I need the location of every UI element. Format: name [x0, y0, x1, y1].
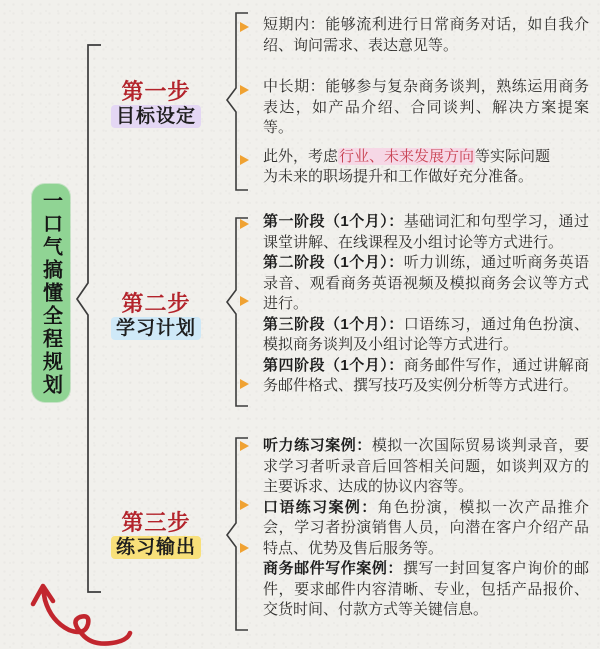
step2-label: 第二步 — [121, 291, 191, 316]
step1-bullet-3 — [263, 147, 589, 188]
step1-bullet-3-post: 等实际问题 — [475, 147, 551, 165]
bullet-triangle-icon — [240, 296, 249, 306]
step3-name — [90, 532, 222, 559]
step2-brace — [227, 218, 248, 406]
step1-label: 第一步 — [121, 79, 191, 104]
step3-case-2-body: 角色扮演，模拟一次产品推介会，学习者扮演销售人员，向潜在客户介绍产品特点、优势及售后服务等。 — [263, 498, 589, 557]
step3-case-speaking — [263, 498, 589, 560]
step3-brace — [227, 438, 248, 630]
step1-text — [263, 15, 589, 188]
step2-phase-4-head: 第四阶段（1个月）： — [263, 356, 404, 374]
bullet-triangle-icon — [240, 500, 249, 510]
step3-name-highlight: 练习输出 — [111, 536, 201, 559]
step2-phase-2-body: 听力训练，通过听商务英语录音、观看商务英语视频及模拟商务会议等方式进行。 — [263, 254, 590, 312]
step2-phase-1-body: 基础词汇和句型学习，通过课堂讲解、在线课程及小组讨论等方式进行。 — [263, 213, 590, 251]
step2-phase-2 — [263, 253, 589, 315]
step3-label: 第三步 — [121, 510, 191, 535]
step2-phase-2-head: 第二阶段（1个月）： — [263, 254, 404, 271]
step3-case-3-body: 撰写一封回复客户询价的邮件，要求邮件内容清晰、专业，包括产品报价、交货时间、付款方式等关键信息。 — [263, 560, 589, 618]
bullet-triangle-icon — [240, 441, 249, 451]
step2-name — [90, 313, 222, 340]
step1-bullet-2: 中长期：能够参与复杂商务谈判，熟练运用商务表达，如产品介绍、合同谈判、解决方案提案等。 — [263, 78, 589, 136]
step2-phase-4-body: 商务邮件写作，通过讲解商务邮件格式、撰写技巧及实例分析等方式进行。 — [263, 356, 590, 394]
arrow-head-icon — [33, 586, 53, 604]
bullet-triangle-icon — [240, 379, 249, 389]
step1-bullet-3-pre: 此外，考虑 — [263, 147, 339, 165]
bullet-triangle-icon — [240, 155, 249, 165]
hand-drawn-curved-arrow-icon — [43, 589, 130, 644]
step3-text — [263, 436, 589, 621]
step2-phase-1-head: 第一阶段（1个月）： — [263, 213, 404, 230]
step3-case-2-head: 口语练习案例： — [263, 498, 378, 516]
bullet-triangle-icon — [240, 85, 249, 95]
step2-text — [263, 212, 589, 397]
step2-phase-3 — [263, 315, 589, 356]
bullet-triangle-icon — [240, 22, 249, 32]
step3-case-listening — [263, 436, 589, 498]
step3-case-email — [263, 559, 589, 621]
step3-case-3-head: 商务邮件写作案例： — [263, 560, 403, 577]
step2-phase-3-body: 口语练习，通过角色扮演、模拟商务谈判及小组讨论等方式进行。 — [263, 315, 590, 353]
step3-case-1-head: 听力练习案例： — [263, 437, 372, 454]
step1-bullet-1: 短期内：能够流利进行日常商务对话，如自我介绍、询问需求、表达意见等。 — [263, 16, 589, 54]
step2-phase-3-head: 第三阶段（1个月）： — [263, 315, 404, 333]
bullet-triangle-icon — [240, 543, 249, 553]
step2-name-highlight: 学习计划 — [111, 317, 201, 340]
main-title-badge — [32, 184, 70, 402]
step1-bullet-3-post2: 为未来的职场提升和工作做好充分准备。 — [263, 168, 534, 185]
step2-phase-4 — [263, 356, 589, 397]
main-title: 一口气搞懂全程规划 — [39, 189, 62, 397]
step1-bullet-3-emphasis: 行业、未来发展方向 — [339, 147, 475, 165]
bullet-triangle-icon — [240, 219, 249, 229]
step1-name-highlight: 目标设定 — [111, 105, 201, 128]
step1-name — [90, 101, 222, 128]
step3-case-1-body: 模拟一次国际贸易谈判录音，要求学习者听录音后回答相关问题，如谈判双方的主要诉求、达成的协议内容等。 — [263, 437, 589, 495]
step2-phase-1 — [263, 212, 589, 253]
